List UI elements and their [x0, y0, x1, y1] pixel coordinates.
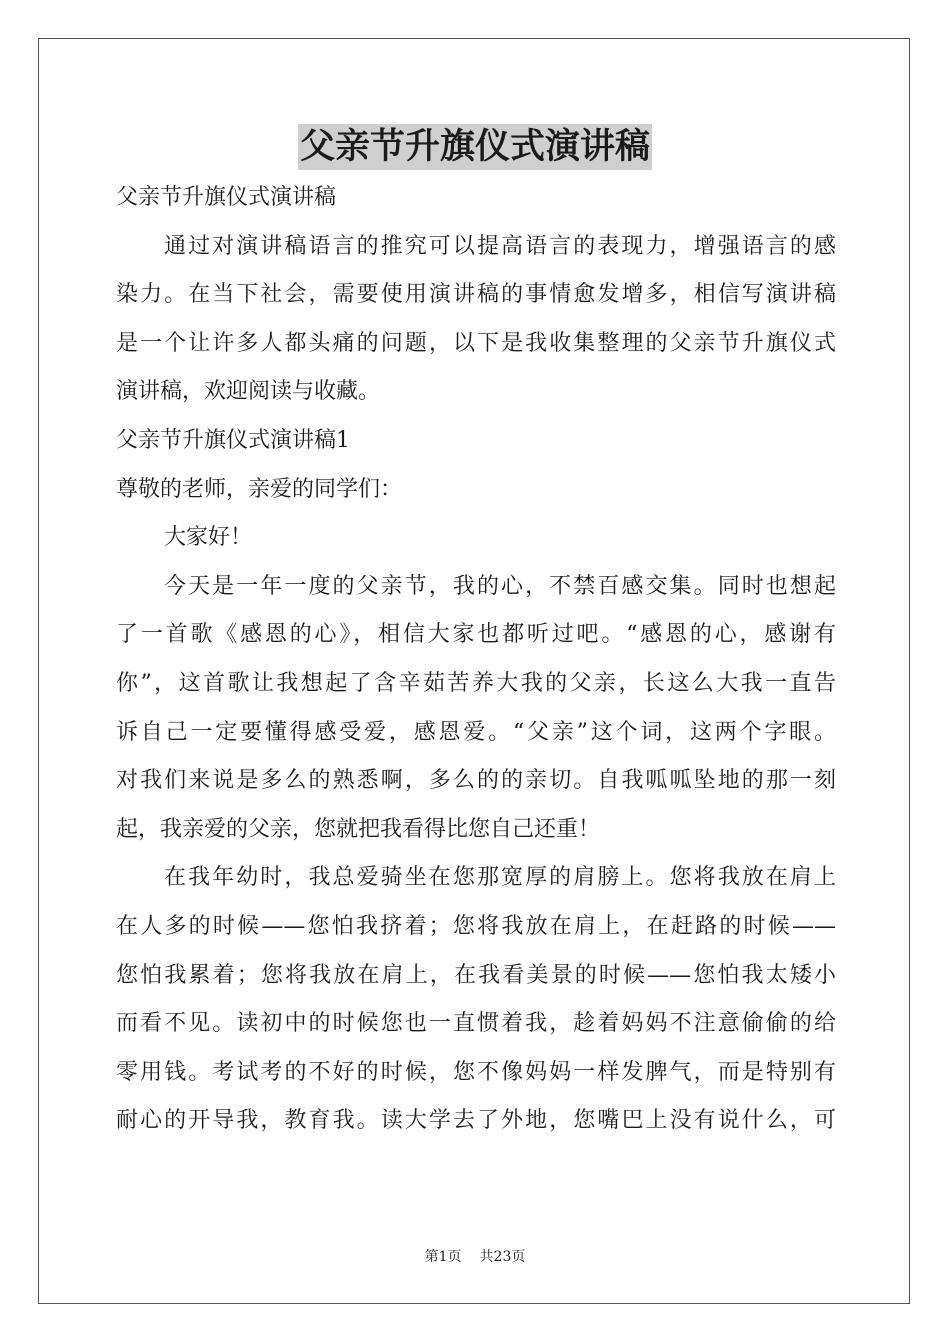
- page-total: 共23页: [479, 1249, 526, 1265]
- greeting-line: 大家好！: [164, 525, 253, 551]
- paragraph-line: 你”，这首歌让我想起了含辛茹苦养大我的父亲，长这么大我一直告: [116, 670, 836, 696]
- page-footer: [0, 1246, 950, 1266]
- paragraph-line: 零用钱。考试考的不好的时候，您不像妈妈一样发脾气，而是特别有: [116, 1059, 836, 1085]
- title-container: [0, 124, 950, 170]
- subtitle-line: 父亲节升旗仪式演讲稿: [116, 185, 337, 210]
- paragraph-line: 诉自己一定要懂得感受爱，感恩爱。“父亲”这个词，这两个字眼。: [116, 719, 836, 745]
- paragraph-line: 耐心的开导我，教育我。读大学去了外地，您嘴巴上没有说什么，可: [116, 1108, 836, 1134]
- paragraph-line: 演讲稿，欢迎阅读与收藏。: [116, 379, 381, 405]
- paragraph-line: 今天是一年一度的父亲节，我的心，不禁百感交集。同时也想起: [164, 573, 836, 599]
- paragraph-line: 染力。在当下社会，需要使用演讲稿的事情愈发增多，相信写演讲稿: [116, 282, 836, 308]
- paragraph-line: 起，我亲爱的父亲，您就把我看得比您自己还重！: [116, 816, 601, 842]
- paragraph-line: 对我们来说是多么的熟悉啊，多么的的亲切。自我呱呱坠地的那一刻: [116, 768, 836, 794]
- paragraph-line: 在人多的时候——您怕我挤着；您将我放在肩上，在赶路的时候——: [116, 913, 836, 939]
- document-title: 父亲节升旗仪式演讲稿: [298, 124, 652, 170]
- paragraph-line: 而看不见。读初中的时候您也一直惯着我，趁着妈妈不注意偷偷的给: [116, 1011, 836, 1037]
- paragraph-line: 在我年幼时，我总爱骑坐在您那宽厚的肩膀上。您将我放在肩上: [164, 865, 836, 891]
- paragraph-line: 通过对演讲稿语言的推究可以提高语言的表现力，增强语言的感: [164, 233, 836, 259]
- paragraph-line: 您怕我累着；您将我放在肩上，在我看美景的时候——您怕我太矮小: [116, 962, 836, 988]
- paragraph-line: 了一首歌《感恩的心》，相信大家也都听过吧。“感恩的心，感谢有: [116, 622, 836, 648]
- salutation-line: 尊敬的老师，亲爱的同学们：: [116, 476, 403, 502]
- paragraph-line: 是一个让许多人都头痛的问题，以下是我收集整理的父亲节升旗仪式: [116, 330, 836, 356]
- document-body: [116, 174, 836, 1146]
- section-heading: 父亲节升旗仪式演讲稿1: [116, 427, 350, 453]
- page-number: 第1页: [424, 1249, 462, 1265]
